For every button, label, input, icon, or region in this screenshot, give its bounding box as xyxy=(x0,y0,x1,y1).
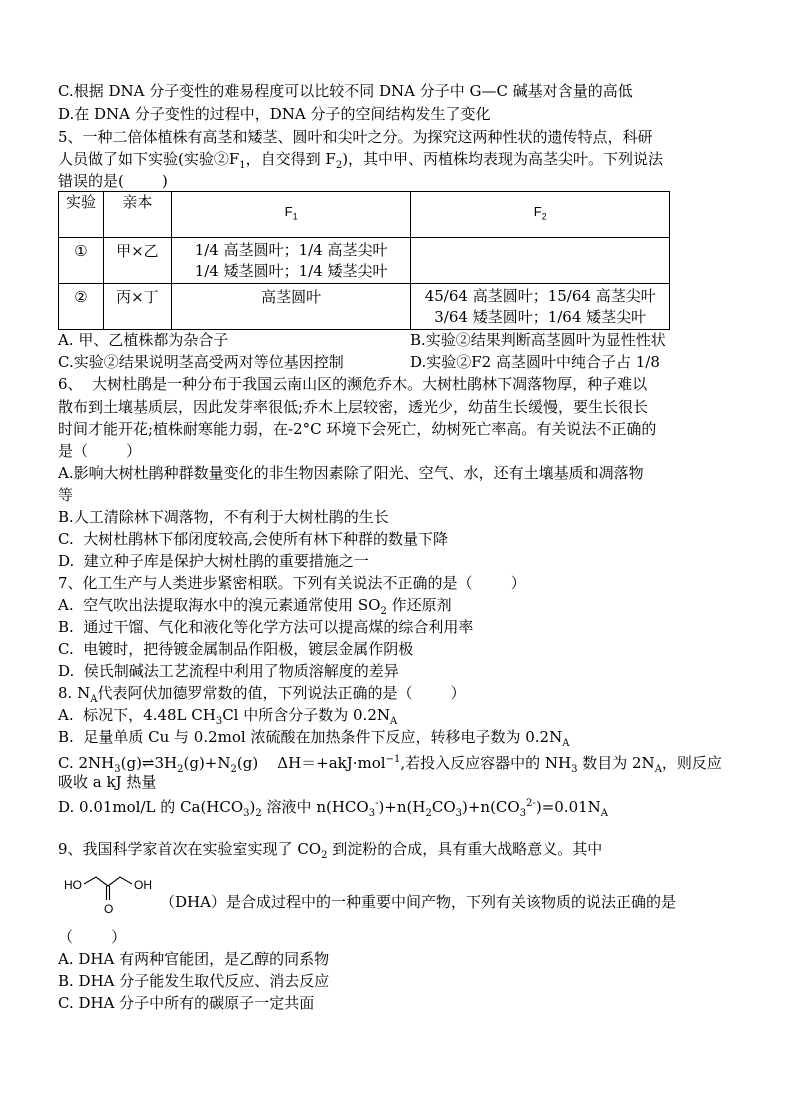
header-experiment: 实验 xyxy=(59,192,104,238)
q6-stem-1: 6、 大树杜鹃是一种分布于我国云南山区的濒危乔木。大树杜鹃林下凋落物厚，种子难以 xyxy=(58,375,648,393)
q7-stem: 7、化工生产与人类进步紧密相联。下列有关说法不正确的是（ ） xyxy=(58,574,526,592)
table-row-1 xyxy=(59,238,670,284)
q8-option-c: C. $2NH_3(g)\rightleftharpoons 3H_2(g)+N_2(g)$ ΔH＝+akJ·mol$^{-1}$,若投入反应容器中的 $NH_3$ 数目为 $2N_A$，则反应 xyxy=(58,754,722,775)
q6-option-d: D. 建立种子库是保护大树杜鹃的重要措施之一 xyxy=(58,552,369,570)
q4-option-c: C.根据 DNA 分子变性的难易程度可以比较不同 DNA 分子中 G—C 碱基对含量的高低 xyxy=(58,82,633,100)
table-row-2 xyxy=(59,284,670,330)
q9-option-b: B. DHA 分子能发生取代反应、消去反应 xyxy=(58,972,330,990)
dha-skeleton xyxy=(84,877,132,886)
dha-left-ho: HO xyxy=(64,878,82,892)
q8-option-d: D. 0.01mol/L 的 $Ca(HCO_3)_2$ 溶液中 $n(HCO_3^-)+n(H_2CO_3)+n(CO_3^{2-})=0.01N_A$ xyxy=(58,798,609,819)
row2-f1: 高茎圆叶 xyxy=(171,284,411,330)
row2-num: ② xyxy=(59,284,104,330)
q5-stem-2: 人员做了如下实验(实验$②F_1$，自交得到 $F_2$)，其中甲、丙植株均表现为高茎尖叶。下列说法 xyxy=(58,150,664,171)
row2-parents: 丙×丁 xyxy=(103,284,171,330)
dha-right-oh: OH xyxy=(134,878,152,892)
row1-f1: 1/4 高茎圆叶；1/4 高茎尖叶 1/4 矮茎圆叶；1/4 矮茎尖叶 xyxy=(171,238,411,284)
table-header-row xyxy=(59,192,670,238)
q7-option-b: B. 通过干馏、气化和液化等化学方法可以提高煤的综合利用率 xyxy=(58,618,474,636)
q9-stem-1: 9、我国科学家首次在实验室实现了 $CO_2$ 到淀粉的合成，具有重大战略意义。其中 xyxy=(58,840,603,861)
dha-oxygen: O xyxy=(104,902,114,916)
header-f1: $F_1$ xyxy=(171,192,411,238)
q5-option-a: A. 甲、乙植株都为杂合子 xyxy=(58,331,229,349)
q6-option-b: B.人工清除林下凋落物，不有利于大树杜鹃的生长 xyxy=(58,508,389,526)
q8-option-a: A. 标况下，4.48L $CH_3Cl$ 中所含分子数为 $0.2N_A$ xyxy=(58,706,398,727)
q8-stem: 8. $N_A$代表阿伏加德罗常数的值，下列说法正确的是（ ） xyxy=(58,684,466,705)
row1-f2 xyxy=(411,238,670,284)
q6-stem-4: 是（ ） xyxy=(58,442,142,460)
q9-stem-3: （ ） xyxy=(58,928,127,946)
q7-option-d: D. 侯氏制碱法工艺流程中利用了物质溶解度的差异 xyxy=(58,662,399,680)
header-parents: 亲本 xyxy=(103,192,171,238)
q8-option-c-cont: 吸收 a kJ 热量 xyxy=(58,773,157,791)
q5-option-c: C.实验②结果说明茎高受两对等位基因控制 xyxy=(58,353,344,371)
q5-stem-1: 5、一种二倍体植株有高茎和矮茎、圆叶和尖叶之分。为探究这两种性状的遗传特点，科研 xyxy=(58,128,653,146)
row1-parents: 甲×乙 xyxy=(103,238,171,284)
dha-structure-diagram xyxy=(62,872,158,916)
q7-option-c: C. 电镀时，把待镀金属制品作阳极，镀层金属作阴极 xyxy=(58,640,414,658)
header-f2: $F_2$ xyxy=(411,192,670,238)
q6-stem-3: 时间才能开花;植株耐寒能力弱，在-2°C 环境下会死亡，幼树死亡率高。有关说法不正确的 xyxy=(58,420,657,438)
q5-experiment-table xyxy=(58,191,670,330)
q5-option-d: D.实验②F2 高茎圆叶中纯合子占 1/8 xyxy=(410,353,660,371)
q5-stem-3: 错误的是( ) xyxy=(58,172,168,190)
q8-option-b: B. 足量单质 Cu 与 0.2mol 浓硫酸在加热条件下反应，转移电子数为 $0.2N_A$ xyxy=(58,728,570,749)
q6-option-a: A.影响大树杜鹃种群数量变化的非生物因素除了阳光、空气、水，还有土壤基质和凋落物 xyxy=(58,464,644,482)
row1-num: ① xyxy=(59,238,104,284)
q6-stem-2: 散布到土壤基质层，因此发芽率很低;乔木上层较密，透光少，幼苗生长缓慢，要生长很长 xyxy=(58,398,649,416)
q4-option-d: D.在 DNA 分子变性的过程中，DNA 分子的空间结构发生了变化 xyxy=(58,105,491,123)
q5-option-b: B.实验②结果判断高茎圆叶为显性性状 xyxy=(410,331,666,349)
q9-stem-2: （DHA）是合成过程中的一种重要中间产物，下列有关该物质的说法正确的是 xyxy=(160,893,676,911)
row2-f2: 45/64 高茎圆叶；15/64 高茎尖叶 3/64 矮茎圆叶；1/64 矮茎尖叶 xyxy=(411,284,670,330)
q6-option-a-cont: 等 xyxy=(58,486,74,504)
q9-option-c: C. DHA 分子中所有的碳原子一定共面 xyxy=(58,994,315,1012)
q7-option-a: A. 空气吹出法提取海水中的溴元素通常使用 $SO_2$ 作还原剂 xyxy=(58,596,452,617)
q6-option-c: C. 大树杜鹃林下郁闭度较高,会使所有林下种群的数量下降 xyxy=(58,530,449,548)
q9-option-a: A. DHA 有两种官能团，是乙醇的同系物 xyxy=(58,950,330,968)
